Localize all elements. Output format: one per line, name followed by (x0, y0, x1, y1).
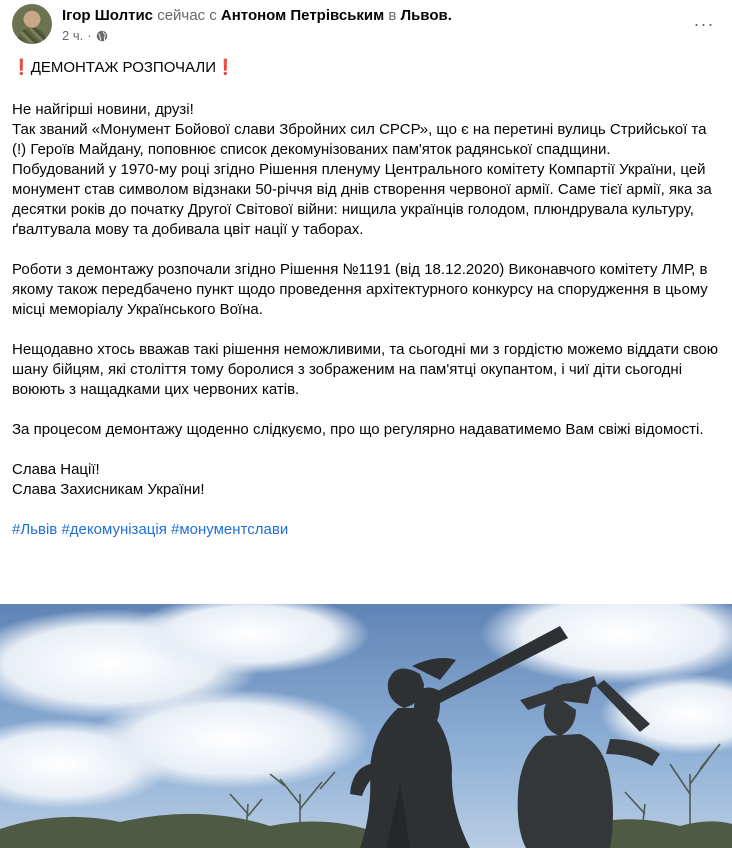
avatar[interactable] (12, 4, 52, 44)
post-photo[interactable] (0, 604, 732, 848)
monument-photo-illustration (0, 604, 732, 848)
tagged-person[interactable]: Антоном Петрівським (220, 7, 385, 24)
paragraph-honor: Нещодавно хтось вважав такі рішення неможливими, та сьогодні ми з гордістю можемо віддати свою шану бійцям, які століття тому боролися з зображеним на пам'ятці окупантом, і чиї діти сьогодні воюють з нащадками цих червоних катів. (12, 341, 718, 398)
author-line (62, 6, 452, 26)
activity-text: сейчас с (157, 7, 217, 24)
post-timestamp[interactable]: 2 ч. (62, 28, 84, 43)
author-name[interactable]: Ігор Шолтис (62, 7, 154, 24)
hashtag-lviv[interactable]: #Львів (12, 521, 58, 538)
hashtag-decommunization[interactable]: #декомунізація (61, 521, 167, 538)
meta-separator: · (87, 28, 92, 43)
paragraph-intro: Не найгірші новини, друзі! Так званий «Монумент Бойової слави Збройних сил СРСР», що є на перетині вулиць Стрийської та (!) Героїв Майдану, поповнює список декомунізованих пам'яток радянської спадщини. Побудований у 1970-му році згідно Рішення пленуму Центрального комітету Компартії України, цей монумент став символом відзнаки 50-річчя від днів створення червоної армії. Саме тієї армії, яка за десятки років до початку Другої Світової війни: нищила українців голодом, плюндрувала культуру, ґвалтувала мову та добивала цвіт нації у таборах. (12, 101, 712, 238)
location-prep: в (388, 7, 397, 24)
post-header (12, 2, 720, 48)
hashtags (12, 520, 724, 540)
location-link[interactable]: Львов. (400, 7, 452, 24)
post-meta (62, 28, 108, 44)
headline-text: ДЕМОНТАЖ РОЗПОЧАЛИ (30, 59, 217, 76)
more-options-button[interactable] (688, 8, 720, 40)
post-headline (12, 58, 724, 78)
post-body (12, 58, 724, 560)
paragraph-works: Роботи з демонтажу розпочали згідно Рішення №1191 (від 18.12.2020) Виконавчого комітету ЛМР, в якому також передбачено пункт щодо проведення архітектурного конкурсу на спорудження в цьому місці меморіалу Українського Воїна. (12, 261, 708, 318)
paragraph-updates: За процесом демонтажу щоденно слідкуємо, про що регулярно надаватимемо Вам свіжі відомості. (12, 421, 704, 438)
hashtag-monument[interactable]: #монументслави (171, 521, 289, 538)
exclamation-icon: ❗ (12, 59, 31, 76)
globe-icon[interactable] (96, 30, 108, 42)
paragraph-slogan: Слава Нації! Слава Захисникам України! (12, 461, 205, 498)
more-options-icon: ··· (693, 13, 715, 34)
exclamation-icon: ❗ (216, 59, 235, 76)
